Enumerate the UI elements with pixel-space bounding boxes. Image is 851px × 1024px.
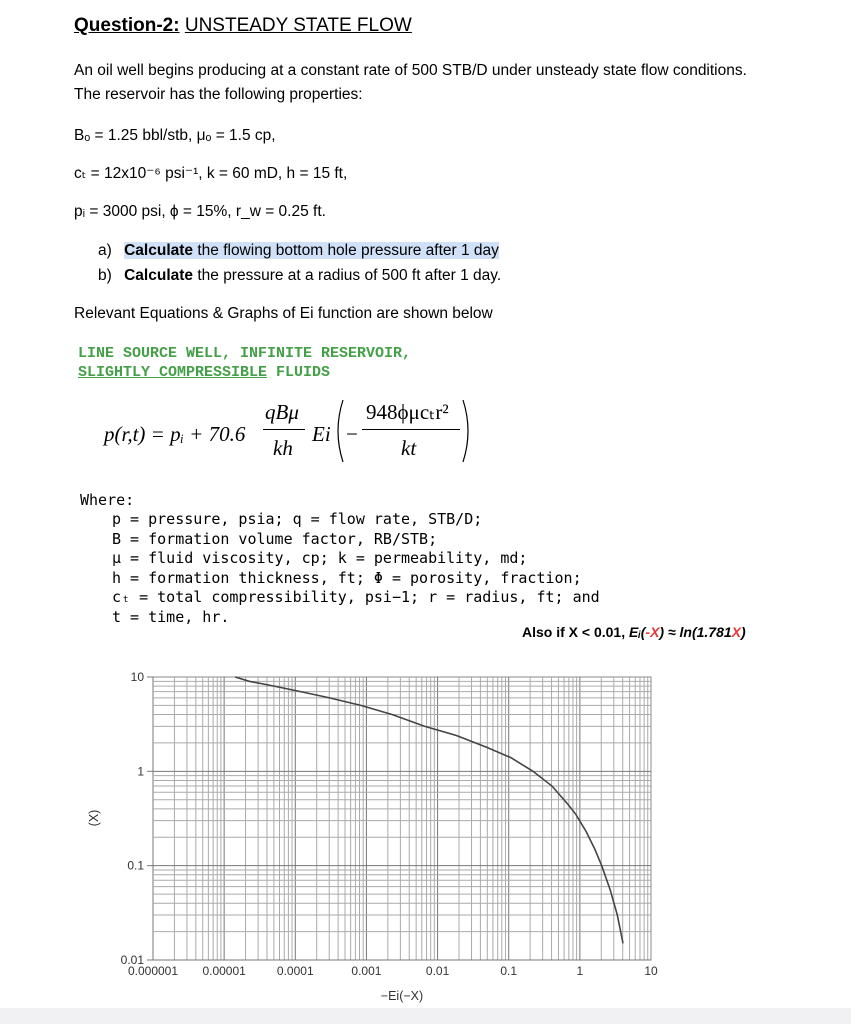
- where-line: p = pressure, psia; q = flow rate, STB/D;: [112, 510, 483, 528]
- also-x: X: [731, 624, 742, 640]
- equation-lhs: p(r,t) = pᵢ + 70.6: [104, 422, 246, 446]
- where-line: h = formation thickness, ft; Φ = porosity, fraction;: [112, 568, 582, 587]
- x-tick-label: 0.00001: [202, 964, 246, 978]
- question-title: [74, 15, 412, 37]
- heading-line-1: LINE SOURCE WELL, INFINITE RESERVOIR,: [78, 345, 412, 362]
- y-tick-label: 0.01: [120, 953, 144, 967]
- also-negx: -X: [645, 624, 660, 640]
- ei-function-graph: [0, 660, 851, 1006]
- intro-line-2: The reservoir has the following properties:: [74, 86, 363, 103]
- x-tick-label: 0.000001: [127, 964, 179, 978]
- where-label: Where:: [80, 491, 135, 509]
- task-a-marker: a): [98, 242, 112, 259]
- where-line: cₜ = total compressibility, psi−1; r = radius, ft; and: [112, 588, 600, 606]
- task-b: [98, 264, 501, 288]
- x-tick-label: 1: [576, 964, 584, 978]
- question-topic: UNSTEADY STATE FLOW: [184, 15, 412, 36]
- y-tick-label: 1: [137, 764, 144, 779]
- where-line: μ = fluid viscosity, cp; k = permeability, md;: [112, 549, 528, 567]
- task-a-highlight: [124, 242, 499, 259]
- where-line: B = formation volume factor, RB/STB;: [112, 529, 438, 548]
- relevant-note: Relevant Equations & Graphs of Ei function are shown below: [74, 305, 493, 322]
- equation-frac2-denominator: kt: [401, 436, 417, 460]
- x-tick-label: 0.01: [425, 964, 450, 978]
- task-a: [98, 239, 499, 263]
- heading-line-2-underlined: SLIGHTLY COMPRESSIBLE: [78, 364, 268, 381]
- heading-line-2-rest: FLUIDS: [267, 364, 331, 381]
- also-ei: Eᵢ(: [629, 624, 646, 640]
- equation-frac1-numerator: qBμ: [265, 400, 299, 424]
- y-axis-label: (X): [87, 809, 101, 827]
- where-line: t = time, hr.: [112, 607, 230, 626]
- task-b-text: the pressure at a radius of 500 ft after 1 day.: [193, 267, 502, 284]
- where-definitions: [112, 510, 600, 627]
- x-tick-label: 10: [644, 964, 658, 978]
- also-approx: ) ≈: [659, 624, 680, 640]
- also-prefix: Also if X < 0.01,: [522, 624, 629, 640]
- y-tick-label: 10: [130, 670, 144, 684]
- property-line-3: pᵢ = 3000 psi, ϕ = 15%, r_w = 0.25 ft.: [74, 203, 326, 220]
- equation-minus: −: [346, 422, 358, 446]
- equation-frac1-bar: [263, 429, 305, 430]
- equation-left-paren: [331, 398, 345, 464]
- task-a-verb: Calculate: [124, 242, 194, 259]
- equation-right-paren: [461, 398, 475, 464]
- x-tick-label: 0.0001: [276, 964, 314, 978]
- line-source-equation: [104, 396, 504, 466]
- x-tick-label: 0.1: [500, 964, 518, 978]
- property-line-1: Bₒ = 1.25 bbl/stb, μₒ = 1.5 cp,: [74, 127, 276, 144]
- also-close: ): [741, 624, 746, 640]
- small-x-approximation: [522, 624, 746, 640]
- y-tick-label: 0.1: [127, 858, 144, 873]
- equation-ei: Ei: [312, 422, 331, 446]
- equation-frac1-denominator: kh: [273, 436, 293, 460]
- equation-frac2-numerator: 948ϕμcₜr²: [366, 400, 449, 424]
- intro-line-1: An oil well begins producing at a constant rate of 500 STB/D under unsteady state flow conditions.: [74, 62, 747, 79]
- property-line-2: cₜ = 12x10⁻⁶ psi⁻¹, k = 60 mD, h = 15 ft,: [74, 165, 348, 182]
- x-tick-label: 0.001: [351, 964, 382, 978]
- equation-heading: [78, 344, 411, 382]
- page-bottom-strip: [0, 1008, 851, 1024]
- x-axis-label: −Ei(−X): [380, 989, 424, 1003]
- equation-frac2-bar: [362, 429, 460, 430]
- question-number: Question-2:: [74, 15, 180, 36]
- task-b-verb: Calculate: [124, 267, 194, 284]
- task-a-text: the flowing bottom hole pressure after 1 day: [193, 242, 499, 259]
- also-ln: ln(1.781: [679, 624, 732, 640]
- task-b-marker: b): [98, 267, 112, 284]
